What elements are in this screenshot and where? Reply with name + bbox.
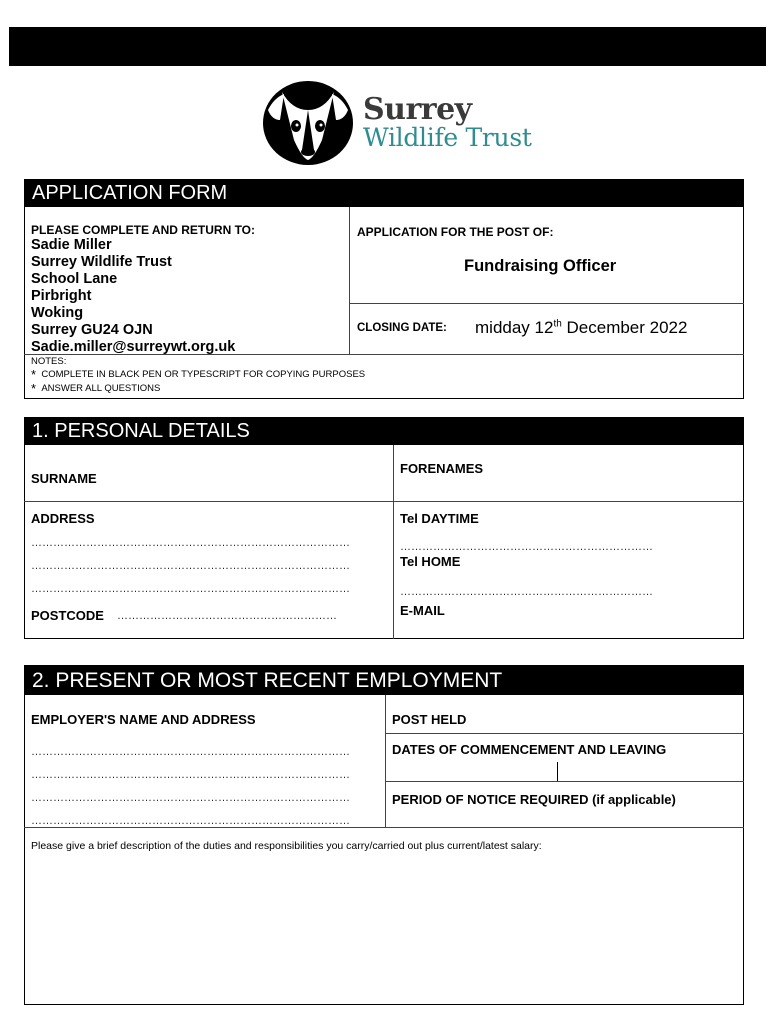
personal-details-header: 1. PERSONAL DETAILS <box>24 417 744 445</box>
address-line-3[interactable]: …………………………………………………………………………… <box>31 583 350 595</box>
tel-daytime-label: Tel DAYTIME <box>400 511 479 526</box>
dates-label: DATES OF COMMENCEMENT AND LEAVING <box>392 742 667 757</box>
description-area[interactable] <box>26 858 742 1002</box>
postcode-label: POSTCODE <box>31 608 104 623</box>
closing-date-value <box>475 318 687 338</box>
closing-date-sup: th <box>553 318 562 330</box>
closing-date-part: December 2022 <box>561 318 688 337</box>
application-form-header: APPLICATION FORM <box>24 179 744 207</box>
employer-line-1[interactable]: …………………………………………………………………………… <box>31 746 350 758</box>
post-value: Fundraising Officer <box>464 257 617 275</box>
tel-daytime-field[interactable]: …………………………………………………………… <box>400 541 653 553</box>
closing-date-label: CLOSING DATE: <box>357 322 447 334</box>
return-line: Woking <box>31 305 84 321</box>
description-prompt: Please give a brief description of the duties and responsibilities you carry/carried out plus current/latest salary: <box>31 840 542 852</box>
return-email: Sadie.miller@surreywt.org.uk <box>31 339 236 355</box>
return-address <box>31 237 235 356</box>
divider <box>385 733 744 734</box>
divider <box>385 695 386 827</box>
tel-home-field[interactable]: …………………………………………………………… <box>400 586 653 598</box>
note-text: COMPLETE IN BLACK PEN OR TYPESCRIPT FOR COPYING PURPOSES <box>41 369 366 380</box>
post-held-label: POST HELD <box>392 712 467 727</box>
return-line: Pirbright <box>31 288 92 304</box>
notice-label: PERIOD OF NOTICE REQUIRED (if applicable) <box>392 792 676 807</box>
employer-label: EMPLOYER'S NAME AND ADDRESS <box>31 712 256 727</box>
employment-header: 2. PRESENT OR MOST RECENT EMPLOYMENT <box>24 665 744 695</box>
divider <box>349 207 350 354</box>
surname-label: SURNAME <box>31 471 97 486</box>
note-item: * COMPLETE IN BLACK PEN OR TYPESCRIPT FOR COPYING PURPOSES <box>31 367 366 382</box>
postcode-field[interactable]: …………………………………………………… <box>117 610 337 622</box>
return-line: School Lane <box>31 271 118 287</box>
note-text: ANSWER ALL QUESTIONS <box>41 383 161 394</box>
divider <box>385 781 744 782</box>
notes-label: NOTES: <box>31 356 67 367</box>
divider <box>349 303 744 304</box>
post-label: APPLICATION FOR THE POST OF: <box>357 225 554 239</box>
return-line: Surrey Wildlife Trust <box>31 254 172 270</box>
address-line-2[interactable]: …………………………………………………………………………… <box>31 560 350 572</box>
employer-line-3[interactable]: …………………………………………………………………………… <box>31 792 350 804</box>
divider <box>24 827 744 828</box>
employer-line-2[interactable]: …………………………………………………………………………… <box>31 769 350 781</box>
divider <box>393 445 394 639</box>
tel-home-label: Tel HOME <box>400 554 461 569</box>
logo-title: Surrey <box>363 92 472 127</box>
return-line: Sadie Miller <box>31 237 112 253</box>
divider <box>24 501 744 502</box>
return-to-label: PLEASE COMPLETE AND RETURN TO: <box>31 223 256 237</box>
address-line-1[interactable]: …………………………………………………………………………… <box>31 537 350 549</box>
top-banner <box>9 27 766 66</box>
address-label: ADDRESS <box>31 511 95 526</box>
date-separator <box>557 762 558 781</box>
forenames-label: FORENAMES <box>400 461 484 476</box>
note-item: * ANSWER ALL QUESTIONS <box>31 381 161 396</box>
employer-line-4[interactable]: …………………………………………………………………………… <box>31 815 350 827</box>
personal-details-box <box>24 417 744 639</box>
return-line: Surrey GU24 OJN <box>31 322 153 338</box>
logo-subtitle: Wildlife Trust <box>363 123 532 152</box>
closing-date-part: midday 12 <box>475 318 554 337</box>
badger-logo-icon <box>262 80 354 166</box>
email-label: E-MAIL <box>400 603 445 618</box>
